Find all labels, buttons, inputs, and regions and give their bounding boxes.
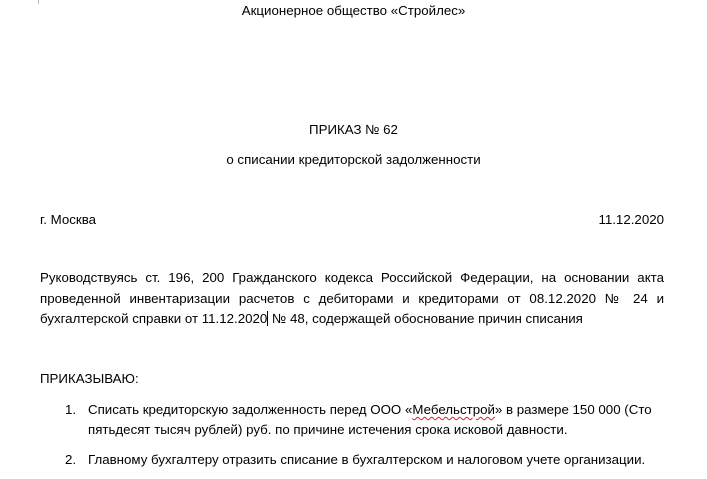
order-date: 11.12.2020: [598, 212, 664, 227]
order-word: ПРИКАЗЫВАЮ:: [40, 371, 139, 386]
city-label: г. Москва: [40, 212, 97, 227]
company-name: Акционерное общество «Стройлес»: [241, 3, 466, 18]
list-item-line-1: [88, 400, 664, 420]
basis-line-3-start: бухгалтерской справки от 11.12.2020: [40, 311, 268, 326]
order-title: ПРИКАЗ № 62: [309, 122, 398, 137]
list-item-text: [88, 450, 664, 470]
list-item-line-1: Главному бухгалтеру отразить списание в бухгалтерском и налоговом учете организации.: [88, 452, 646, 467]
list-item-number: 1.: [65, 402, 77, 417]
basis-line-1: Руководствуясь ст. 196, 200 Гражданского кодекса Российской Федерации, на основании акта: [40, 270, 664, 285]
list-item-line-2: пятьдесят тысяч рублей) руб. по причине истечения срока исковой давности.: [88, 422, 568, 437]
item-1-text-start: Списать кредиторскую задолженность перед ООО «: [88, 402, 413, 417]
item-1-text-end: » в размере 150 000 (Сто: [494, 402, 652, 417]
basis-line-3: [40, 309, 664, 330]
basis-line-2: проведенной инвентаризации расчетов с дебиторами и кредиторами от 08.12.2020 № 24 и: [40, 290, 664, 306]
basis-paragraph[interactable]: [40, 268, 664, 330]
list-item-text: [88, 400, 664, 440]
order-subject: о списании кредиторской задолженности: [226, 152, 481, 167]
misspelled-word[interactable]: Мебельстрой: [412, 402, 495, 417]
list-item-number: 2.: [65, 452, 77, 467]
basis-line-3-end: № 48, содержащей обоснование причин списания: [268, 311, 583, 326]
